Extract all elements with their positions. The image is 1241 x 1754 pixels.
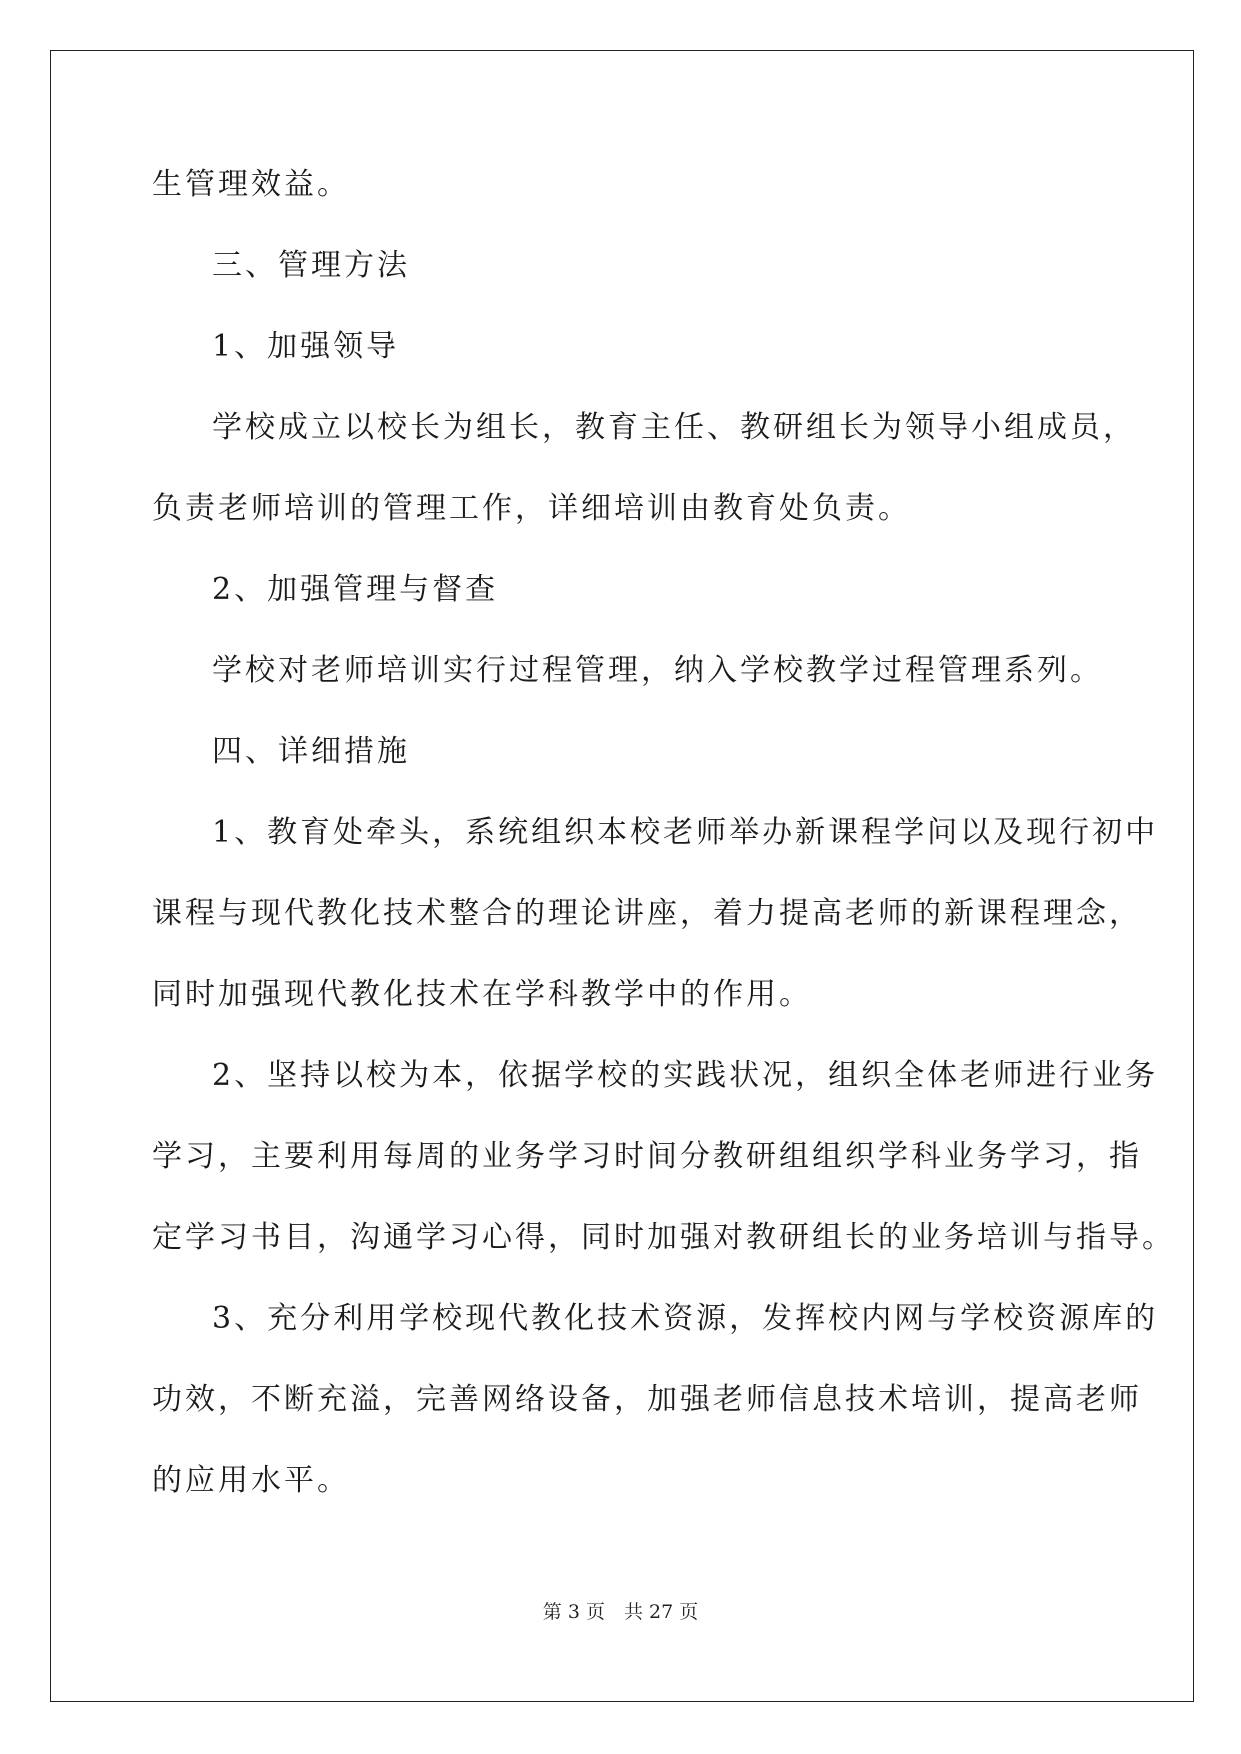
document-body [152,165,1175,1542]
text-line: 1、加强领导 [212,329,400,364]
text-line: 1、教育处牵头，系统组织本校老师举办新课程学问以及现行初中 [212,815,1159,850]
text-line: 2、坚持以校为本，依据学校的实践状况，组织全体老师进行业务 [212,1058,1159,1093]
text-line: 学校对老师培训实行过程管理，纳入学校教学过程管理系列。 [212,653,1103,688]
text-line: 课程与现代教化技术整合的理论讲座，着力提高老师的新课程理念， [152,896,1142,931]
text-line: 四、详细措施 [212,734,410,769]
text-line: 生管理效益。 [152,167,350,202]
text-line: 3、充分利用学校现代教化技术资源，发挥校内网与学校资源库的 [212,1301,1159,1336]
text-line: 负责老师培训的管理工作，详细培训由教育处负责。 [152,491,911,526]
text-line: 功效，不断充溢，完善网络设备，加强老师信息技术培训，提高老师 [152,1382,1142,1417]
text-line: 三、管理方法 [212,248,410,283]
text-line: 学校成立以校长为组长，教育主任、教研组长为领导小组成员， [212,410,1136,445]
text-line: 学习，主要利用每周的业务学习时间分教研组组织学科业务学习，指 [152,1139,1142,1174]
page-number-footer: 第 3 页 共 27 页 [542,1601,699,1623]
text-line: 2、加强管理与督查 [212,572,499,607]
text-line: 同时加强现代教化技术在学科教学中的作用。 [152,977,812,1012]
text-line: 的应用水平。 [152,1463,350,1498]
text-line: 定学习书目，沟通学习心得，同时加强对教研组长的业务培训与指导。 [152,1220,1175,1255]
